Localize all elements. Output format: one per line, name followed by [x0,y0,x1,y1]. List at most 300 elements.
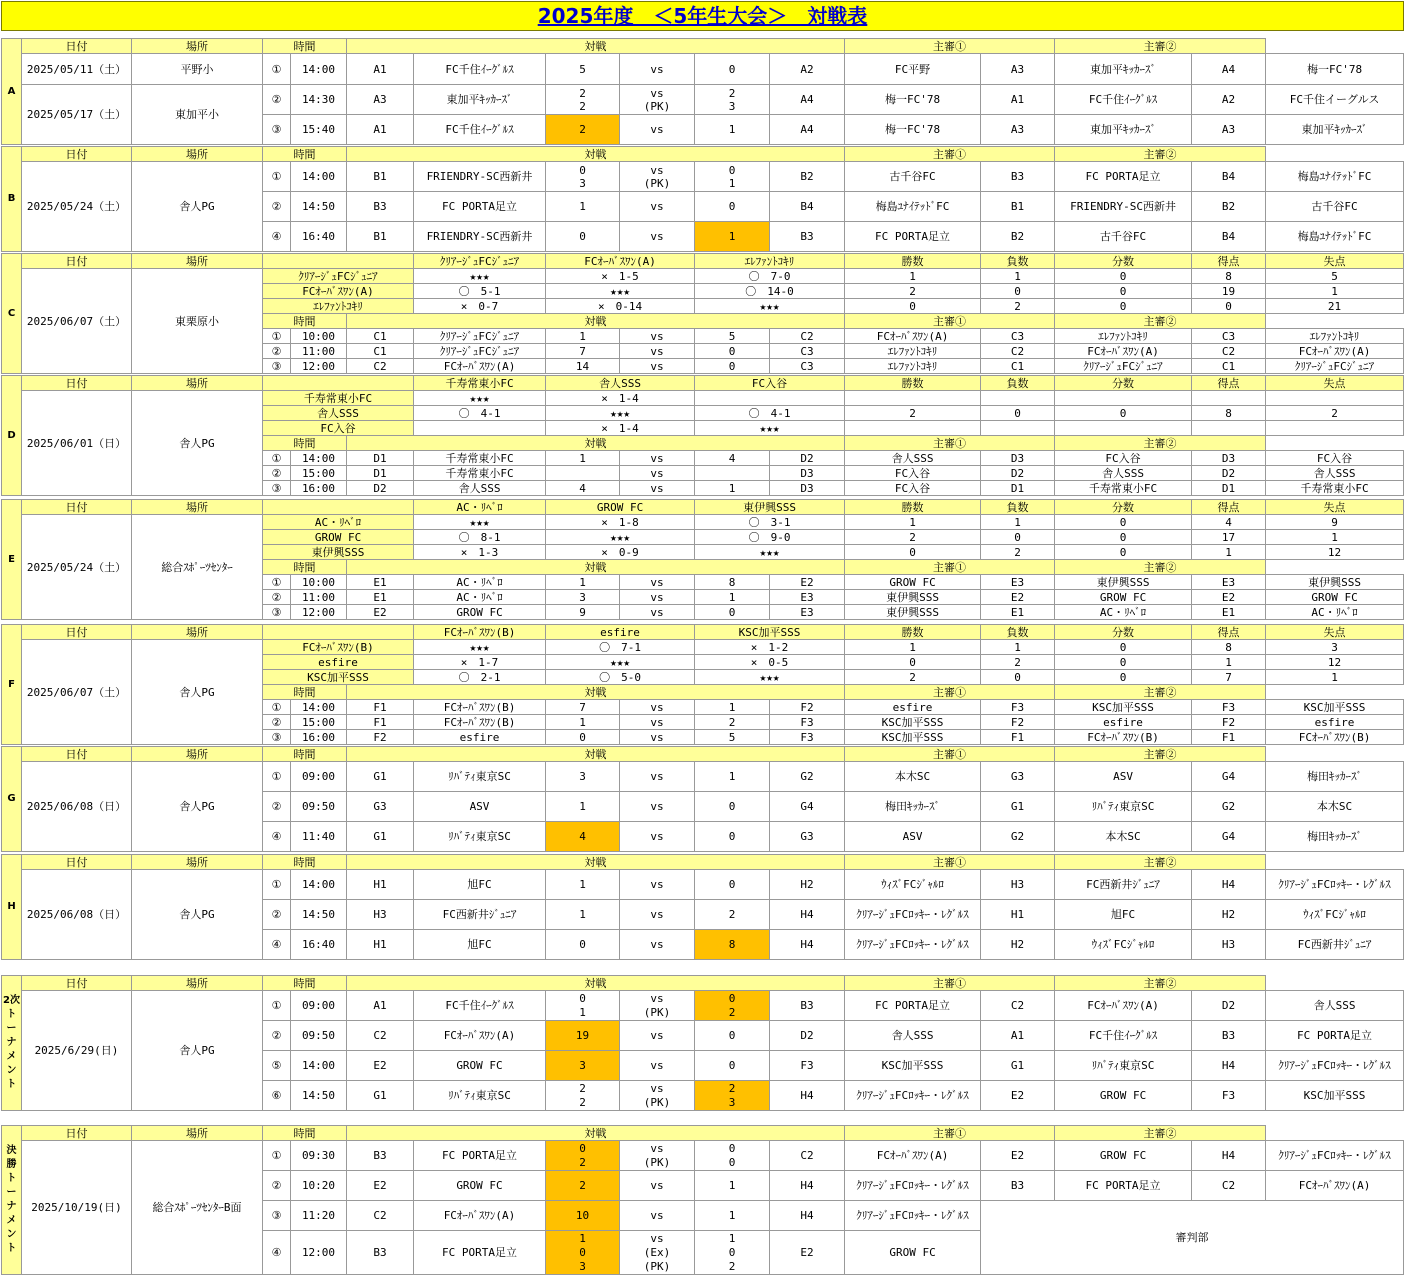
home-slot: F1 [347,700,414,715]
date-header: 日付 [22,625,132,640]
ga-header: 失点 [1266,376,1404,391]
ref2-team: 梅一FC'78 [1266,54,1404,85]
kickoff-time: 11:40 [291,822,347,852]
away-slot: E3 [770,590,845,605]
ref1-slot: A3 [981,54,1055,85]
gf-value: 8 [1192,406,1266,421]
ref1-team: FC PORTA足立 [1055,1171,1192,1201]
result-cell: × 1-7 [414,655,546,670]
home-score: 1 [546,451,620,466]
home-score: 3 [546,590,620,605]
away-score: 8 [695,930,770,960]
away-score-1: 0 [728,991,736,1005]
ga-value: 9 [1266,515,1404,530]
ref2-team: esfire [1266,715,1404,730]
home-score [546,1141,620,1171]
away-slot: D3 [770,481,845,496]
kickoff-time: 11:20 [291,1201,347,1231]
away-score: 1 [695,481,770,496]
vs-2: (Ex) [643,1245,671,1259]
away-slot: H2 [770,870,845,900]
home-score-2: 1 [579,1005,586,1019]
ref1-team: 東伊興SSS [1055,575,1192,590]
home-slot: B3 [347,1231,414,1275]
home-slot: E1 [347,575,414,590]
away-slot: F3 [770,730,845,745]
match-header: 対戦 [347,685,845,700]
ref2-team: 東伊興SSS [1266,575,1404,590]
home-score: 1 [546,900,620,930]
place-header: 場所 [132,976,263,991]
ref1-slot: C2 [981,991,1055,1021]
vs-label [620,85,695,115]
home-team: GROW FC [414,1171,546,1201]
away-score-1: 0 [728,1141,736,1155]
away-team: FC PORTA足立 [845,991,981,1021]
gf-value: 7 [1192,670,1266,685]
ref1-team: GROW FC [1055,1141,1192,1171]
home-team: 旭FC [414,930,546,960]
home-slot: E2 [347,1051,414,1081]
away-team: 梅一FC'78 [845,85,981,115]
vs-label: vs [620,1021,695,1051]
vs-label: vs [620,481,695,496]
match-date: 2025/05/11（土） [22,54,132,85]
away-score-2: 3 [728,1095,736,1109]
date-header: 日付 [22,1126,132,1141]
result-cell: ★★★ [546,655,695,670]
block-b [1,146,1403,252]
ga-value: 12 [1266,655,1404,670]
losses-value [981,421,1055,436]
place-header: 場所 [132,855,263,870]
away-team: esfire [845,700,981,715]
losses-value: 2 [981,299,1055,314]
home-slot: C1 [347,344,414,359]
kickoff-time: 15:00 [291,466,347,481]
kickoff-time: 12:00 [291,1231,347,1275]
ref1-slot: A1 [981,85,1055,115]
kickoff-time: 15:00 [291,715,347,730]
ref1-header: 主審① [845,747,1055,762]
home-score-2: 2 [579,1155,586,1169]
home-team: esfire [414,730,546,745]
home-score: 9 [546,605,620,620]
away-slot: H4 [770,1081,845,1111]
home-score: 0 [546,930,620,960]
result-cell: ★★★ [695,545,845,560]
vs-label: vs [620,870,695,900]
away-slot: E3 [770,605,845,620]
block-a [1,38,1403,145]
kickoff-time: 16:40 [291,930,347,960]
match-date: 2025/06/07（土） [22,269,132,374]
ga-value: 1 [1266,670,1404,685]
match-header: 対戦 [347,436,845,451]
wins-value: 0 [845,655,981,670]
wins-value: 0 [845,545,981,560]
away-score: 0 [695,359,770,374]
time-header: 時間 [263,560,347,575]
ref1-header: 主審① [845,436,1055,451]
home-slot: A1 [347,115,414,145]
vs-label [620,1141,695,1171]
gf-value [1192,421,1266,436]
draws-value [1055,421,1192,436]
team-name: FC入谷 [263,421,414,436]
away-score [695,466,770,481]
place-header: 場所 [132,39,263,54]
kickoff-time: 10:00 [291,575,347,590]
date-header: 日付 [22,500,132,515]
wins-value [845,421,981,436]
ga-header: 失点 [1266,500,1404,515]
match-no: ② [263,900,291,930]
place-header: 場所 [132,254,263,269]
result-cell: ★★★ [546,284,695,299]
ga-value: 1 [1266,530,1404,545]
home-slot: C2 [347,1201,414,1231]
match-place: 舎人PG [132,162,263,252]
match-no: ③ [263,1201,291,1231]
ref2-slot: A4 [1192,54,1266,85]
kickoff-time: 09:30 [291,1141,347,1171]
away-score-3: 2 [728,1259,736,1273]
team-name: FCｵｰﾊﾞｽﾜﾝ(B) [263,640,414,655]
home-score: 1 [546,792,620,822]
home-score: 3 [546,762,620,792]
ref1-slot: G1 [981,792,1055,822]
gf-header: 得点 [1192,254,1266,269]
home-score: 10 [546,1201,620,1231]
ref2-slot: C3 [1192,329,1266,344]
result-cell: ★★★ [414,515,546,530]
match-no: ② [263,590,291,605]
vs-label: vs [620,900,695,930]
ref2-slot: E1 [1192,605,1266,620]
away-score: 1 [695,700,770,715]
ga-value: 1 [1266,284,1404,299]
home-team: ASV [414,792,546,822]
away-slot: F2 [770,700,845,715]
away-team: KSC加平SSS [845,730,981,745]
away-score-pk: 1 [728,176,736,190]
home-score: 1 [546,329,620,344]
away-team: ｸﾘｱｰｼﾞｭFCﾛｯｷｰ・ﾚｸﾞﾙｽ [845,930,981,960]
team-name: 千寿常東小FC [263,391,414,406]
away-score: 0 [695,792,770,822]
gf-value: 1 [1192,545,1266,560]
losses-value: 1 [981,269,1055,284]
ref1-slot: C1 [981,359,1055,374]
away-score: 5 [695,329,770,344]
home-slot: E2 [347,1171,414,1201]
away-slot: G4 [770,792,845,822]
kickoff-time: 12:00 [291,605,347,620]
kickoff-time: 15:40 [291,115,347,145]
ref2-slot: H3 [1192,930,1266,960]
away-score [695,1081,770,1111]
kickoff-time: 11:00 [291,590,347,605]
home-slot: A1 [347,54,414,85]
away-team: 本木SC [845,762,981,792]
away-slot: A2 [770,54,845,85]
kickoff-time: 10:00 [291,329,347,344]
wins-header: 勝数 [845,625,981,640]
home-score: 4 [546,822,620,852]
team-col-header: ｸﾘｱｰｼﾞｭFCｼﾞｭﾆｱ [414,254,546,269]
ga-value [1266,391,1404,406]
home-score: 14 [546,359,620,374]
draws-header: 分数 [1055,500,1192,515]
home-slot: D2 [347,481,414,496]
ref2-team: FC入谷 [1266,451,1404,466]
vs-1: vs [650,1141,664,1155]
ref2-slot: D3 [1192,451,1266,466]
vs-label: vs [620,930,695,960]
home-slot: H1 [347,930,414,960]
ref2-header: 主審② [1055,560,1266,575]
ref1-team: 本木SC [1055,822,1192,852]
away-score [695,991,770,1021]
match-no: ① [263,162,291,192]
away-score: 4 [695,451,770,466]
kickoff-time: 11:00 [291,344,347,359]
away-slot: C2 [770,329,845,344]
place-header: 場所 [132,147,263,162]
vs-label: vs [620,792,695,822]
match-date: 2025/05/24（土） [22,162,132,252]
away-team: GROW FC [845,575,981,590]
vs-label: vs [620,575,695,590]
away-score: 2 [695,715,770,730]
ref2-slot: H4 [1192,870,1266,900]
home-slot: G1 [347,822,414,852]
match-no: ② [263,792,291,822]
away-team: 梅島ﾕﾅｲﾃｯﾄﾞFC [845,192,981,222]
result-cell: 〇 3-1 [695,515,845,530]
losses-header: 負数 [981,254,1055,269]
vs-label: vs [620,329,695,344]
kickoff-time: 14:00 [291,162,347,192]
match-no: ① [263,54,291,85]
ref1-team: ASV [1055,762,1192,792]
losses-header: 負数 [981,625,1055,640]
draws-value: 0 [1055,284,1192,299]
ref1-slot: G3 [981,762,1055,792]
home-score-pk: 2 [579,99,586,113]
time-header: 時間 [263,855,347,870]
kickoff-time: 14:30 [291,85,347,115]
wins-value [845,391,981,406]
team-name: 舎人SSS [263,406,414,421]
match-no: ② [263,192,291,222]
match-no: ① [263,762,291,792]
ref1-team: FC千住ｲｰｸﾞﾙｽ [1055,1021,1192,1051]
kickoff-time: 14:00 [291,870,347,900]
match-no: ① [263,700,291,715]
draws-value [1055,391,1192,406]
ref2-team: KSC加平SSS [1266,700,1404,715]
block-e [1,499,1403,620]
vs-label: vs [620,590,695,605]
team-name: 東伊興SSS [263,545,414,560]
date-header: 日付 [22,147,132,162]
vs-2: (PK) [643,1095,671,1109]
home-team: ﾘﾊﾞﾃｨ東京SC [414,1081,546,1111]
team-col-header: 舎人SSS [546,376,695,391]
block-label: 2次トーナメント [2,976,22,1111]
ga-value [1266,421,1404,436]
ref2-slot: F3 [1192,1081,1266,1111]
time-header: 時間 [263,147,347,162]
home-team: FC千住ｲｰｸﾞﾙｽ [414,54,546,85]
vs-label: vs [620,1171,695,1201]
draws-value: 0 [1055,640,1192,655]
block-g [1,746,1403,852]
draws-value: 0 [1055,530,1192,545]
vs-label [620,1231,695,1275]
match-date: 2025/05/24（土） [22,515,132,620]
match-no: ② [263,1171,291,1201]
wins-value: 2 [845,406,981,421]
home-score: 3 [546,1051,620,1081]
vs-label: vs [620,730,695,745]
team-name: KSC加平SSS [263,670,414,685]
away-slot: G2 [770,762,845,792]
result-cell: 〇 7-0 [695,269,845,284]
result-cell: ★★★ [695,421,845,436]
ref1-slot: H3 [981,870,1055,900]
ref1-slot: D1 [981,481,1055,496]
ref2-slot: D1 [1192,481,1266,496]
away-score [695,85,770,115]
standings-corner [263,625,414,640]
result-cell [695,391,845,406]
vs-label: vs [620,715,695,730]
away-slot: D3 [770,466,845,481]
ref2-header: 主審② [1055,1126,1266,1141]
vs-label: vs [620,605,695,620]
away-score: 0 [695,1021,770,1051]
wins-value: 2 [845,670,981,685]
draws-value: 0 [1055,670,1192,685]
match-no: ① [263,451,291,466]
away-slot: H4 [770,1201,845,1231]
away-team: ｸﾘｱｰｼﾞｭFCﾛｯｷｰ・ﾚｸﾞﾙｽ [845,1171,981,1201]
ref2-slot: G2 [1192,792,1266,822]
team-col-header: FC入谷 [695,376,845,391]
result-cell: × 1-4 [546,391,695,406]
away-score: 0 [695,822,770,852]
home-team: FCｵｰﾊﾞｽﾜﾝ(A) [414,1021,546,1051]
ref2-slot: E2 [1192,590,1266,605]
ref1-team: ﾘﾊﾞﾃｨ東京SC [1055,1051,1192,1081]
vs-2: (PK) [643,1155,671,1169]
away-team: ｸﾘｱｰｼﾞｭFCﾛｯｷｰ・ﾚｸﾞﾙｽ [845,1081,981,1111]
home-score [546,466,620,481]
result-cell: × 0-9 [546,545,695,560]
home-team: FC千住ｲｰｸﾞﾙｽ [414,991,546,1021]
ref1-header: 主審① [845,976,1055,991]
ref1-slot: D3 [981,451,1055,466]
ref1-slot: E3 [981,575,1055,590]
place-header: 場所 [132,625,263,640]
ref1-header: 主審① [845,314,1055,329]
place-header: 場所 [132,376,263,391]
ref1-header: 主審① [845,39,1055,54]
ref1-team: ｴﾚﾌｧﾝﾄｺｷﾘ [1055,329,1192,344]
date-header: 日付 [22,254,132,269]
home-score: 2 [546,115,620,145]
page-title: 2025年度 ＜5年生大会＞ 対戦表 [1,1,1404,31]
away-score-1: 2 [728,1081,736,1095]
ref1-slot: H1 [981,900,1055,930]
team-col-header: FCｵｰﾊﾞｽﾜﾝ(B) [414,625,546,640]
kickoff-time: 09:00 [291,991,347,1021]
match-no: ③ [263,359,291,374]
vs-pk: (PK) [643,99,671,113]
kickoff-time: 10:20 [291,1171,347,1201]
ref1-slot: F3 [981,700,1055,715]
away-slot: D2 [770,1021,845,1051]
ref1-team: GROW FC [1055,590,1192,605]
ref1-slot: B3 [981,1171,1055,1201]
ref2-team: ｸﾘｱｰｼﾞｭFCﾛｯｷｰ・ﾚｸﾞﾙｽ [1266,870,1404,900]
ref2-team: FC PORTA足立 [1266,1021,1404,1051]
draws-value: 0 [1055,545,1192,560]
kickoff-time: 09:50 [291,1021,347,1051]
match-no: ④ [263,1231,291,1275]
place-header: 場所 [132,1126,263,1141]
away-slot: E2 [770,575,845,590]
home-slot: F1 [347,715,414,730]
ref2-team: FC西新井ｼﾞｭﾆｱ [1266,930,1404,960]
away-score: 0 [695,344,770,359]
ref1-team: FCｵｰﾊﾞｽﾜﾝ(B) [1055,730,1192,745]
home-team: AC・ﾘﾍﾞﾛ [414,575,546,590]
ref2-slot: F2 [1192,715,1266,730]
match-no: ③ [263,730,291,745]
block-label: F [2,625,22,745]
gf-value: 8 [1192,640,1266,655]
ref2-slot: B4 [1192,162,1266,192]
result-cell: ★★★ [695,299,845,314]
ref1-team: 千寿常東小FC [1055,481,1192,496]
ref1-slot: G2 [981,822,1055,852]
home-slot: A3 [347,85,414,115]
away-score: 0 [695,54,770,85]
ref2-slot: C2 [1192,1171,1266,1201]
time-header: 時間 [263,314,347,329]
block-label: E [2,500,22,620]
ref2-team: 梅島ﾕﾅｲﾃｯﾄﾞFC [1266,162,1404,192]
match-header: 対戦 [347,314,845,329]
kickoff-time: 09:00 [291,762,347,792]
match-no: ③ [263,605,291,620]
away-team: 東伊興SSS [845,590,981,605]
home-team: FC千住ｲｰｸﾞﾙｽ [414,115,546,145]
draws-header: 分数 [1055,376,1192,391]
match-header: 対戦 [347,976,845,991]
referee-dept: 審判部 [981,1201,1404,1275]
result-cell: × 1-8 [546,515,695,530]
ref2-team: 舎人SSS [1266,466,1404,481]
kickoff-time: 14:00 [291,700,347,715]
match-header: 対戦 [347,560,845,575]
match-date: 2025/06/08（日） [22,762,132,852]
vs-label: vs [620,359,695,374]
